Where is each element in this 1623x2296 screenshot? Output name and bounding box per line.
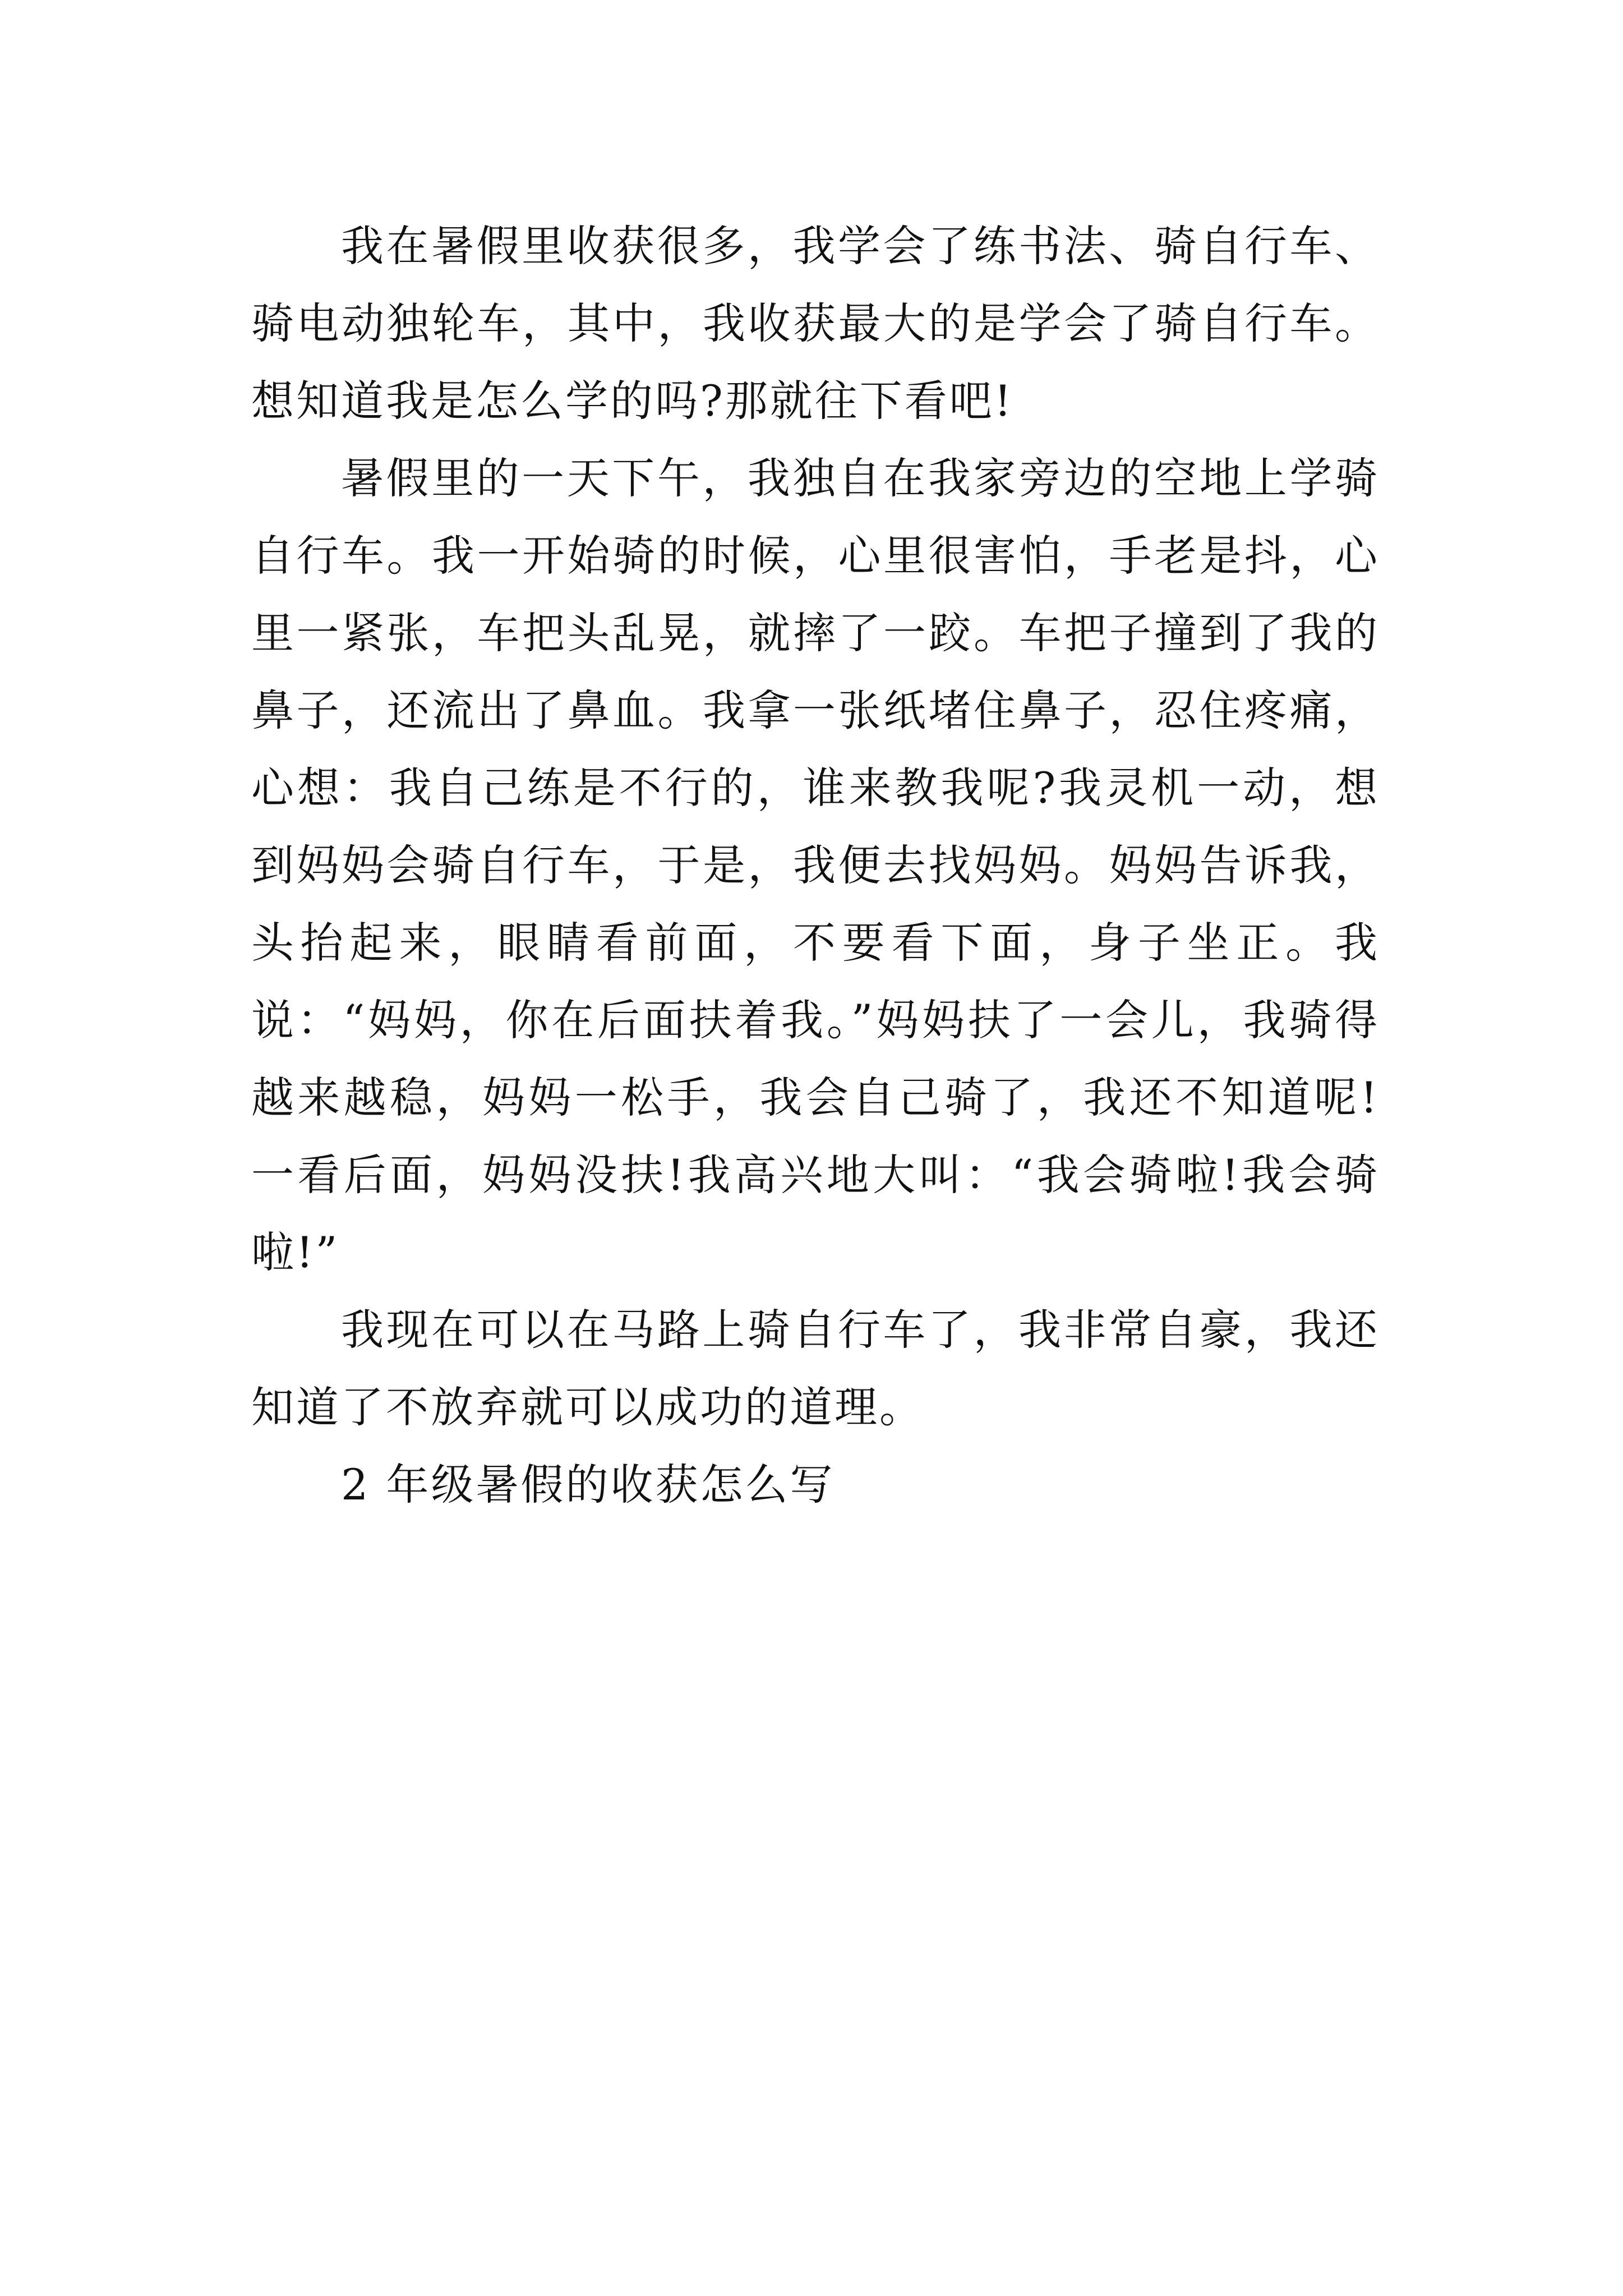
paragraph-1: 我在暑假里收获很多，我学会了练书法、骑自行车、骑电动独轮车，其中，我收获最大的是学会了骑自行车。想知道我是怎么学的吗?那就往下看吧! [251,221,1380,426]
paragraph-3: 我现在可以在马路上骑自行车了，我非常自豪，我还知道了不放弃就可以成功的道理。 [251,1305,1380,1432]
document-body [251,208,1380,1524]
paragraph-4: 2 年级暑假的收获怎么写 [341,1460,835,1510]
paragraph-2: 暑假里的一天下午，我独自在我家旁边的空地上学骑自行车。我一开始骑的时候，心里很害怕，手老是抖，心里一紧张，车把头乱晃，就摔了一跤。车把子撞到了我的鼻子，还流出了鼻血。我拿一张纸堵住鼻子，忍住疼痛，心想：我自己练是不行的，谁来教我呢?我灵机一动，想到妈妈会骑自行车，于是，我便去找妈妈。妈妈告诉我，头抬起来，眼睛看前面，不要看下面，身子坐正。我说：“妈妈，你在后面扶着我。”妈妈扶了一会儿，我骑得越来越稳，妈妈一松手，我会自己骑了，我还不知道呢!一看后面，妈妈没扶!我高兴地大叫：“我会骑啦!我会骑啦!” [251,453,1380,1277]
